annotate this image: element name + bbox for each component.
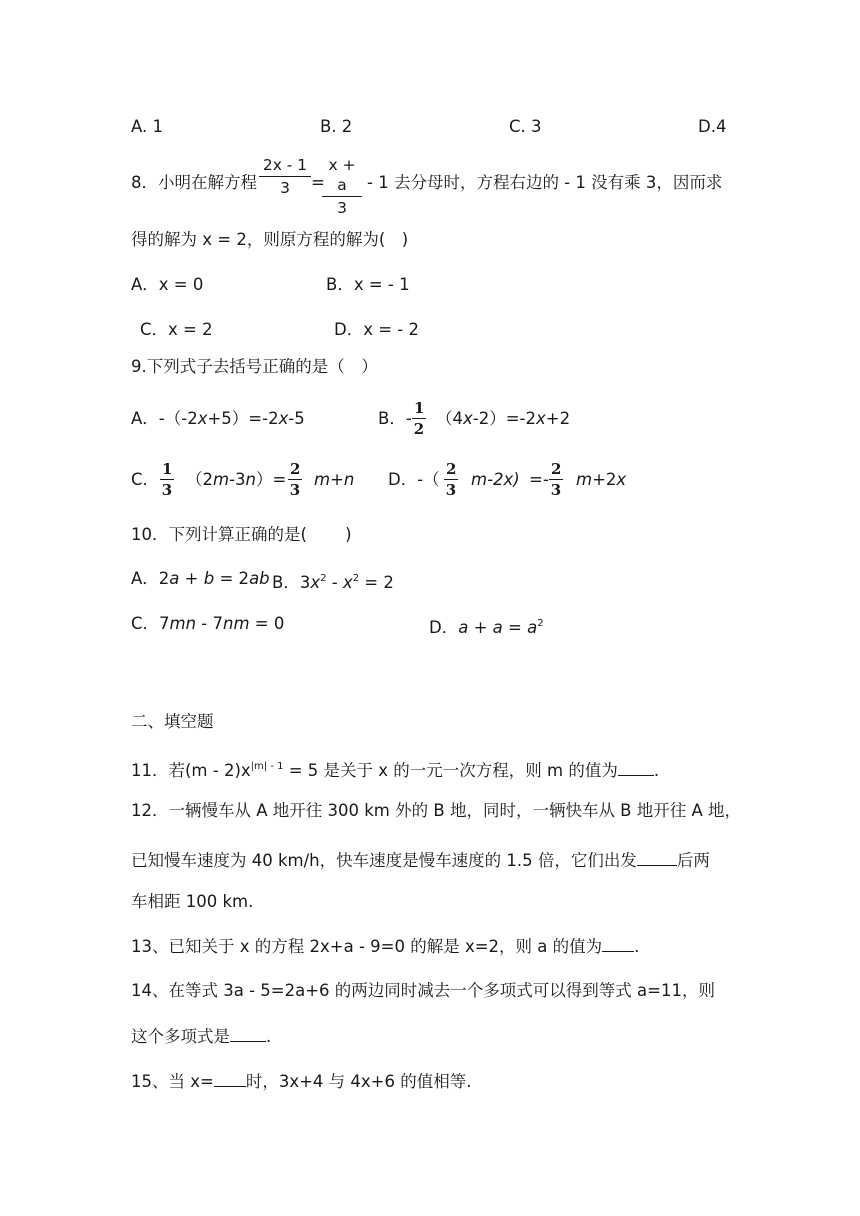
- q9-b-post2: -2）=-2: [472, 409, 536, 428]
- q9-d-fraction2: [549, 460, 563, 499]
- q9-c-denominator: 3: [161, 481, 173, 499]
- q8-option-c: C．x = 2: [140, 320, 213, 339]
- q9-a-x2: x: [278, 409, 289, 428]
- q10-d-a1: a: [458, 618, 469, 637]
- q7-option-a: A. 1: [131, 117, 163, 136]
- q10-c-label: C．7: [131, 614, 170, 633]
- q8-equals: =: [311, 173, 325, 192]
- q11-pre: 11．若(m - 2)x: [131, 761, 251, 780]
- q9-b-rest: [436, 408, 570, 430]
- q12-line3: 车相距 100 km.: [131, 892, 254, 911]
- q14-line2-pre: 这个多项式是: [131, 1027, 230, 1046]
- q9-c-m: m: [213, 470, 230, 489]
- q9-c-tail: [314, 469, 354, 491]
- q15-answer-blank: [214, 1070, 246, 1087]
- q10-d-a2: a: [492, 618, 503, 637]
- q10-option-a: [131, 568, 270, 590]
- q15-pre: 15、当 x=: [131, 1072, 214, 1091]
- q9-a-pre: A．-（-2: [131, 409, 198, 428]
- q10-b-eq: = 2: [359, 573, 394, 592]
- q9-b-post1: （4: [436, 409, 463, 428]
- q15: [131, 1070, 472, 1093]
- q9-b-numerator: 1: [414, 399, 425, 417]
- q10-a-label: A．2: [131, 569, 170, 588]
- q9-option-a: [131, 408, 305, 430]
- q12-line1: 12．一辆慢车从 A 地开往 300 km 外的 B 地，同时，一辆快车从 B 地开往 A 地，: [131, 801, 742, 820]
- q10-a-a: a: [169, 569, 180, 588]
- q9-b-denominator: 2: [413, 420, 425, 438]
- q10-b-minus: -: [326, 573, 343, 592]
- q9-d-m: m: [576, 470, 593, 489]
- q10-c-nm: nm: [223, 614, 250, 633]
- q13-end: .: [634, 937, 640, 956]
- q9-c-tail-plus: +: [330, 470, 344, 489]
- q9-d-mid: m-2x): [471, 470, 520, 489]
- q11: [131, 756, 659, 782]
- q9-a-mid: +5）=-2: [207, 409, 279, 428]
- q14-line2-end: .: [266, 1027, 272, 1046]
- q9-d-numerator: 2: [446, 460, 457, 478]
- q10-d-sup: 2: [537, 618, 544, 629]
- q9-a-end: -5: [288, 409, 305, 428]
- q10-b-x: x: [310, 573, 321, 592]
- q8-frac1-denominator: 3: [280, 179, 290, 197]
- q11-post: = 5 是关于 x 的一元一次方程，则 m 的值为: [283, 761, 618, 780]
- q8-frac1-numerator: 2x - 1: [259, 155, 311, 177]
- q9-d-denominator: 3: [445, 481, 457, 499]
- q9-b-fraction: [412, 399, 426, 438]
- q9-c-post3: ）=: [256, 470, 287, 489]
- q13-pre: 13、已知关于 x 的方程 2x+a - 9=0 的解是 x=2，则 a 的值为: [131, 937, 603, 956]
- q10-d-eq: =: [502, 618, 528, 637]
- q8-line2: 得的解为 x = 2，则原方程的解为( ): [131, 230, 409, 249]
- q9-c-post1: （2: [186, 470, 213, 489]
- q10-option-d: [429, 613, 544, 639]
- q8-option-a: A．x = 0: [131, 275, 204, 294]
- q8-suffix: - 1 去分母时，方程右边的 - 1 没有乘 3，因而求: [367, 173, 723, 192]
- q7-option-c: C. 3: [509, 117, 542, 136]
- q12-line2: [131, 849, 710, 872]
- q11-end: .: [653, 761, 660, 780]
- q10-d-plus: +: [468, 618, 493, 637]
- q9-c-pre: C．: [131, 470, 160, 489]
- q9-b-pre: B．-: [378, 409, 412, 428]
- q9-c-tail-m: m: [314, 470, 331, 489]
- q10-a-ab: ab: [249, 569, 270, 588]
- q10-option-b: [272, 568, 394, 594]
- q10-b-sup2: 2: [352, 573, 360, 584]
- q8-prefix: 8．小明在解方程: [131, 173, 257, 192]
- q9-d-eq: =-: [529, 470, 549, 489]
- q11-answer-blank: [618, 759, 654, 776]
- q9-d-tail-plus: +2: [592, 470, 617, 489]
- q9-c-denominator2: 3: [289, 481, 301, 499]
- q9-d-denominator2: 3: [550, 481, 562, 499]
- q10-stem: 10．下列计算正确的是( ): [131, 525, 352, 544]
- q12-answer-blank: [637, 849, 677, 866]
- q9-c-fraction: [160, 460, 174, 499]
- q8-option-b: B．x = - 1: [326, 275, 410, 294]
- q14-line2: [131, 1025, 271, 1048]
- q10-d-label: D．: [429, 618, 459, 637]
- q7-option-d: D.4: [698, 117, 727, 136]
- q10-b-x2: x: [342, 573, 353, 592]
- q9-d-fraction: [444, 460, 458, 499]
- q12-line2-pre: 已知慢车速度为 40 km/h，快车速度是慢车速度的 1.5 倍，它们出发: [131, 851, 637, 870]
- q9-c-numerator: 1: [162, 460, 173, 478]
- q10-c-eq: = 0: [249, 614, 285, 633]
- q9-b-x1: x: [463, 409, 473, 428]
- q10-option-c: [131, 613, 284, 635]
- q9-stem: 9.下列式子去括号正确的是（ ）: [131, 357, 378, 376]
- q10-d-a3: a: [527, 618, 538, 637]
- q9-d-numerator2: 2: [551, 460, 562, 478]
- q13: [131, 935, 639, 958]
- q9-c-post2: -3: [229, 470, 246, 489]
- q8-option-d: D．x = - 2: [334, 320, 419, 339]
- q14-line1: 14、在等式 3a - 5=2a+6 的两边同时减去一个多项式可以得到等式 a=11，则: [131, 981, 715, 1000]
- q10-c-mn: mn: [169, 614, 197, 633]
- q7-option-b: B. 2: [320, 117, 353, 136]
- q13-answer-blank: [602, 935, 634, 952]
- q15-post: 时，3x+4 与 4x+6 的值相等.: [245, 1072, 472, 1091]
- q9-d-pre: D．-（: [388, 470, 440, 489]
- q9-b-post3: +2: [545, 409, 571, 428]
- q9-c-numerator2: 2: [290, 460, 301, 478]
- q11-sup: |m| - 1: [250, 761, 284, 772]
- q10-c-minus: - 7: [196, 614, 224, 633]
- q9-b-x2: x: [536, 409, 546, 428]
- q10-a-b: b: [203, 569, 215, 588]
- q10-a-plus: +: [179, 569, 204, 588]
- q9-a-x1: x: [197, 409, 208, 428]
- q8-fraction-right: [322, 155, 362, 218]
- q9-d-x: x: [616, 470, 627, 489]
- q12-line2-post: 后两: [676, 851, 710, 870]
- q8-frac2-numerator: x + a: [322, 155, 362, 197]
- q8-fraction-left: [259, 155, 311, 198]
- q8-frac2-denominator: 3: [337, 199, 347, 217]
- q10-a-eq: = 2: [214, 569, 250, 588]
- section-title-fill-in: 二、填空题: [131, 712, 214, 731]
- q9-c-fraction2: [288, 460, 302, 499]
- q10-b-label: B．3: [272, 573, 311, 592]
- q9-c-mid: [186, 469, 286, 491]
- q9-c-tail-n: n: [343, 470, 355, 489]
- q9-c-n: n: [245, 470, 256, 489]
- q14-answer-blank: [230, 1025, 266, 1042]
- q9-d-tail: [576, 469, 626, 491]
- q10-b-sup: 2: [320, 573, 327, 584]
